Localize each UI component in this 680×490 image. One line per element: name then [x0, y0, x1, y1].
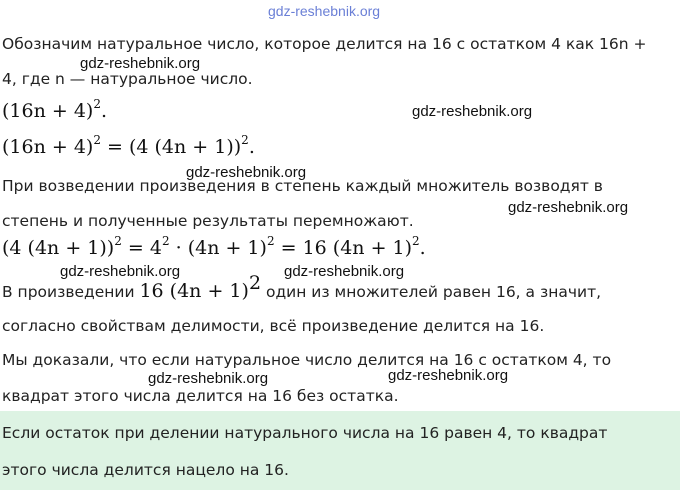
product-line-1-pre: В произведении — [2, 283, 140, 301]
equation-3-part-a: (4 (4n + 1)) — [2, 237, 115, 259]
equation-1-period: . — [100, 100, 108, 122]
rule-line-2: степень и полученные результаты перемножают. — [2, 212, 414, 230]
watermark-top: gdz-reshebnik.org — [268, 3, 381, 19]
equation-3 — [2, 233, 426, 259]
equation-1 — [2, 96, 108, 122]
conclusion-line-2: этого числа делится нацело на 16. — [2, 461, 289, 479]
equation-3-exp-d: 2 — [412, 233, 420, 248]
product-exponent: 2 — [248, 271, 262, 294]
watermark: gdz-reshebnik.org — [186, 164, 307, 181]
watermark: gdz-reshebnik.org — [148, 370, 269, 387]
equation-1-exponent: 2 — [93, 96, 101, 111]
product-line-1-post: один из множителей равен 16, а значит, — [261, 283, 602, 301]
conclusion-line-1: Если остаток при делении натурального числа на 16 равен 4, то квадрат — [2, 424, 608, 442]
rule-line-1: При возведении произведения в степень каждый множитель возводят в — [2, 177, 603, 195]
equation-2-rhs-exponent: 2 — [241, 132, 249, 147]
equation-3-exp-a: 2 — [114, 233, 122, 248]
proof-line-1: Мы доказали, что если натуральное число делится на 16 с остатком 4, то — [2, 351, 612, 369]
watermark: gdz-reshebnik.org — [80, 55, 201, 72]
equation-3-exp-c: 2 — [266, 233, 275, 248]
equation-2-period: . — [248, 136, 255, 158]
watermark: gdz-reshebnik.org — [60, 263, 181, 280]
equation-2-lhs: (16n + 4) — [2, 136, 94, 158]
watermark: gdz-reshebnik.org — [412, 103, 533, 120]
proof-line-2: квадрат этого числа делится на 16 без остатка. — [2, 387, 399, 405]
conclusion-box — [0, 411, 680, 490]
intro-line-2: 4, где n — натуральное число. — [2, 70, 253, 88]
equation-3-part-c: · (4n + 1) — [169, 237, 267, 259]
equation-3-part-b: = 4 — [121, 237, 162, 259]
equation-2-rhs: = (4 (4n + 1)) — [100, 136, 242, 158]
watermark: gdz-reshebnik.org — [508, 199, 629, 216]
watermark: gdz-reshebnik.org — [284, 263, 405, 280]
equation-3-part-d: = 16 (4n + 1) — [274, 237, 413, 259]
intro-line-1: Обозначим натуральное число, которое делится на 16 с остатком 4 как 16n + — [2, 35, 647, 53]
equation-3-exp-b: 2 — [161, 233, 170, 248]
equation-1-base: (16n + 4) — [2, 100, 94, 122]
product-expression: 16 (4n + 1) — [139, 280, 249, 302]
equation-2-lhs-exponent: 2 — [93, 132, 101, 147]
product-line-2: согласно свойствам делимости, всё произведение делится на 16. — [2, 317, 545, 335]
watermark: gdz-reshebnik.org — [388, 367, 509, 384]
equation-2 — [2, 132, 255, 158]
equation-3-period: . — [419, 237, 426, 259]
